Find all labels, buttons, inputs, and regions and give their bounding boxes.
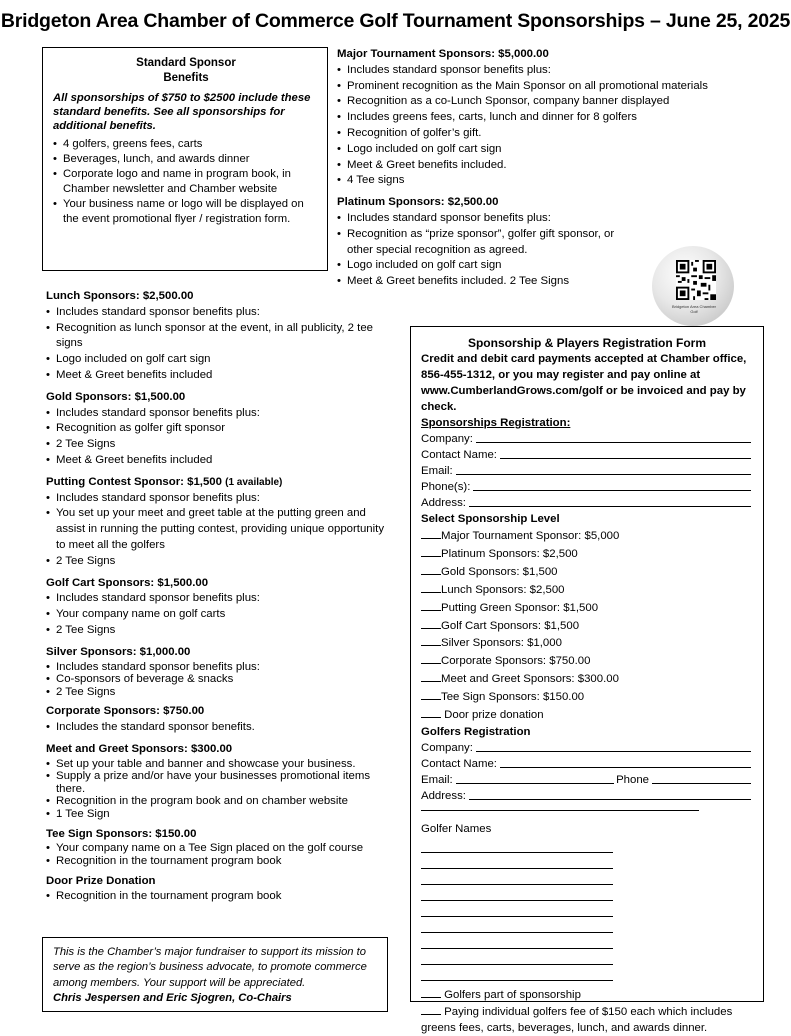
standard-benefits-list	[53, 137, 319, 227]
sponsorship-field-label: Address:	[421, 497, 466, 509]
golfer-name-line[interactable]	[421, 853, 613, 869]
major-item: • Meet & Greet benefits included.	[337, 158, 747, 174]
sponsor-section-heading	[46, 874, 396, 890]
sponsorship-level-label: Corporate Sponsors: $750.00	[441, 655, 591, 668]
paying-golfers-row	[421, 1003, 753, 1036]
standard-heading-line2: Benefits	[163, 72, 209, 84]
sponsor-levels-column	[46, 289, 396, 911]
sponsorship-level-checkline[interactable]	[421, 706, 441, 718]
golfer-contact-label: Contact Name:	[421, 757, 497, 770]
golfers-registration-heading: Golfers Registration	[421, 725, 531, 738]
sponsor-section-list	[46, 889, 396, 905]
sponsor-section	[46, 576, 396, 639]
sponsorship-level-option	[421, 599, 753, 617]
sponsorship-field-row	[421, 479, 753, 495]
platinum-item: • Meet & Greet benefits included. 2 Tee Signs	[337, 274, 637, 290]
sponsorship-level-checkline[interactable]	[421, 599, 441, 611]
golfer-name-line[interactable]	[421, 949, 613, 965]
golfer-names-label: Golfer Names	[421, 822, 492, 835]
sponsorship-level-label: Lunch Sponsors: $2,500	[441, 583, 565, 596]
golfer-address-row	[421, 788, 753, 804]
sponsorship-field-row	[421, 447, 753, 463]
platinum-item: • Includes standard sponsor benefits plus:	[337, 211, 637, 227]
sponsor-section-title: Tee Sign Sponsors: $150.00	[46, 827, 197, 840]
sponsorship-field-label: Email:	[421, 465, 453, 477]
sponsorship-field-label: Company:	[421, 433, 473, 445]
sponsor-benefit-item: • Recognition in the program book and on chamber website	[46, 795, 396, 808]
sponsor-benefit-item: • Includes standard sponsor benefits plus:	[46, 591, 396, 607]
sponsor-benefit-item: • Meet & Greet benefits included	[46, 368, 396, 384]
sponsorship-level-option	[421, 545, 753, 563]
sponsorship-level-option	[421, 617, 753, 635]
golfer-name-line[interactable]	[421, 933, 613, 949]
sponsorship-field-input[interactable]	[456, 463, 751, 475]
select-level-heading: Select Sponsorship Level	[421, 513, 560, 525]
sponsor-benefit-item: • 2 Tee Signs	[46, 554, 396, 570]
sponsorship-level-checkline[interactable]	[421, 670, 441, 682]
sponsor-section	[46, 390, 396, 469]
golfer-email-row	[421, 772, 753, 788]
sponsorship-field-row	[421, 431, 753, 447]
sponsor-benefit-item: • Co-sponsors of beverage & snacks	[46, 673, 396, 686]
sponsor-section	[46, 704, 396, 736]
platinum-heading: Platinum Sponsors: $2,500.00	[337, 196, 499, 209]
sponsorship-field-input[interactable]	[469, 495, 751, 507]
sponsor-section-list	[46, 305, 396, 384]
major-section	[337, 47, 747, 189]
sponsor-section-title: Putting Contest Sponsor: $1,500	[46, 475, 222, 488]
platinum-item: • Recognition as “prize sponsor”, golfer gift sponsor, or other special recognition as agreed.	[337, 227, 637, 259]
chairs-signature: Chris Jespersen and Eric Sjogren, Co-Chairs	[53, 992, 292, 1005]
golfer-name-line[interactable]	[421, 965, 613, 981]
sponsor-section-title: Meet and Greet Sponsors: $300.00	[46, 742, 233, 755]
sponsorship-registration-heading: Sponsorships Registration:	[421, 417, 571, 429]
registration-form	[410, 326, 764, 1034]
sponsorship-level-label: Gold Sponsors: $1,500	[441, 565, 558, 578]
sponsorship-level-option	[421, 581, 753, 599]
part-of-sponsorship-label: Golfers part of sponsorship	[441, 988, 581, 1001]
address-line-2[interactable]	[421, 804, 699, 811]
sponsor-section-list	[46, 491, 396, 570]
major-item: • 4 Tee signs	[337, 173, 747, 189]
sponsor-section	[46, 742, 396, 821]
golfer-address-label: Address:	[421, 789, 466, 802]
sponsorship-level-option	[421, 652, 753, 670]
sponsorship-level-checkline[interactable]	[421, 617, 441, 629]
sponsorship-field-input[interactable]	[476, 431, 751, 443]
sponsorship-field-row	[421, 495, 753, 511]
major-item: • Includes standard sponsor benefits plus:	[337, 63, 747, 79]
sponsorship-field-label: Contact Name:	[421, 449, 497, 461]
paying-golfers-count-field[interactable]	[421, 1003, 441, 1015]
sponsor-benefit-item: • Recognition in the tournament program book	[46, 855, 396, 868]
golfer-email-label: Email:	[421, 773, 453, 786]
golfer-company-row	[421, 740, 753, 756]
sponsor-section-heading	[46, 576, 396, 592]
qr-code-golf-ball[interactable]	[652, 246, 734, 326]
sponsor-benefit-item: • Recognition in the tournament program book	[46, 889, 396, 905]
sponsor-section-title: Silver Sponsors: $1,000.00	[46, 645, 191, 658]
sponsor-section-title: Golf Cart Sponsors: $1,500.00	[46, 576, 209, 589]
sponsor-benefit-item: • Set up your table and banner and showcase your business.	[46, 758, 396, 771]
golfer-names-lines	[421, 837, 753, 981]
sponsorship-level-label: Platinum Sponsors: $2,500	[441, 547, 578, 560]
sponsor-section	[46, 645, 396, 699]
benefit-item: • Corporate logo and name in program book, in Chamber newsletter and Chamber website	[53, 167, 319, 197]
golfer-email-field[interactable]	[456, 772, 614, 784]
golfer-phone-label: Phone	[616, 773, 649, 786]
sponsor-section	[46, 475, 396, 570]
sponsor-benefit-item: • Your company name on golf carts	[46, 607, 396, 623]
sponsor-section-heading	[46, 475, 396, 491]
sponsor-benefit-item: • Recognition as lunch sponsor at the event, in all publicity, 2 tee signs	[46, 321, 396, 353]
sponsor-section-heading	[46, 390, 396, 406]
sponsorship-level-checkline[interactable]	[421, 527, 441, 539]
golfer-company-field[interactable]	[476, 740, 751, 752]
sponsorship-level-label: Door prize donation	[441, 709, 544, 722]
sponsor-section-list	[46, 661, 396, 699]
platinum-item: • Logo included on golf cart sign	[337, 258, 637, 274]
sponsor-section	[46, 874, 396, 906]
sponsor-section-title: Corporate Sponsors: $750.00	[46, 705, 205, 718]
sponsorship-level-option	[421, 527, 753, 545]
sponsorship-field-label: Phone(s):	[421, 481, 471, 493]
benefit-item: • Beverages, lunch, and awards dinner	[53, 152, 319, 167]
sponsor-section-title: Door Prize Donation	[46, 874, 156, 887]
golfer-phone-field[interactable]	[652, 772, 751, 784]
sponsor-benefit-item: • Includes standard sponsor benefits plus:	[46, 406, 396, 422]
major-item: • Recognition as a co-Lunch Sponsor, company banner displayed	[337, 94, 747, 110]
sponsorship-level-label: Major Tournament Sponsor: $5,000	[441, 530, 620, 542]
form-title: Sponsorship & Players Registration Form	[467, 336, 707, 350]
platinum-list	[337, 211, 637, 290]
sponsorship-level-option	[421, 688, 753, 706]
sponsor-benefit-item: • Logo included on golf cart sign	[46, 352, 396, 368]
major-list	[337, 63, 747, 189]
sponsorship-field-input[interactable]	[473, 479, 751, 491]
chairs-message-box	[42, 937, 388, 1012]
golfer-address-field[interactable]	[469, 788, 751, 800]
golfer-name-line[interactable]	[421, 901, 613, 917]
major-item: • Logo included on golf cart sign	[337, 142, 747, 158]
sponsor-benefit-item: • Recognition as golfer gift sponsor	[46, 421, 396, 437]
payment-info: Credit and debit card payments accepted at Chamber office, 856-455-1312, or you may register and pay online at www.CumberlandGrows.com/golf or be invoiced and pay by check.	[421, 353, 747, 413]
sponsor-section-list	[46, 591, 396, 638]
sponsor-benefit-item: • Includes standard sponsor benefits plus:	[46, 491, 396, 507]
major-heading: Major Tournament Sponsors: $5,000.00	[337, 48, 549, 60]
sponsorship-field-row	[421, 463, 753, 479]
availability-note: (1 available)	[225, 476, 283, 488]
sponsor-section-heading	[46, 289, 396, 305]
sponsor-section-list	[46, 842, 396, 867]
part-of-sponsorship-count-field[interactable]	[421, 986, 441, 998]
golfer-company-label: Company:	[421, 741, 473, 754]
benefit-item: • 4 golfers, greens fees, carts	[53, 137, 319, 152]
sponsorship-level-checkline[interactable]	[421, 688, 441, 700]
part-of-sponsorship-row	[421, 986, 753, 1003]
sponsor-benefit-item: • You set up your meet and greet table at the putting green and assist in running the putting contest, providing unique opportunity to meet all the golfers	[46, 506, 396, 553]
sponsor-benefit-item: • Meet & Greet benefits included	[46, 453, 396, 469]
major-item: • Recognition of golfer’s gift.	[337, 126, 747, 142]
golfer-name-line[interactable]	[421, 885, 613, 901]
sponsor-benefit-item: • Includes standard sponsor benefits plus:	[46, 305, 396, 321]
sponsor-benefit-item: • Includes standard sponsor benefits plus:	[46, 661, 396, 674]
sponsor-section	[46, 827, 396, 868]
sponsorship-level-checkline[interactable]	[421, 563, 441, 575]
sponsor-benefit-item: • Your company name on a Tee Sign placed on the golf course	[46, 842, 396, 855]
sponsorship-level-label: Putting Green Sponsor: $1,500	[441, 601, 599, 614]
sponsor-section	[46, 289, 396, 384]
sponsorship-level-label: Silver Sponsors: $1,000	[441, 637, 562, 650]
sponsorship-level-checkline[interactable]	[421, 652, 441, 664]
major-item: • Includes greens fees, carts, lunch and dinner for 8 golfers	[337, 110, 747, 126]
sponsor-benefit-item: • 2 Tee Signs	[46, 437, 396, 453]
qr-code-icon	[676, 260, 716, 300]
page-title: Bridgeton Area Chamber of Commerce Golf Tournament Sponsorships – June 25, 2025	[0, 10, 791, 32]
paying-golfers-label: Paying individual golfers fee of $150 each which includes greens fees, carts, beverages, lunch, and awards dinner.	[421, 1005, 733, 1034]
sponsorship-level-option	[421, 670, 753, 688]
sponsor-section-heading	[46, 742, 396, 758]
sponsorship-level-option	[421, 706, 753, 724]
standard-heading-line1: Standard Sponsor	[136, 57, 236, 69]
sponsorship-level-options	[421, 527, 753, 724]
sponsor-benefit-item: • 2 Tee Signs	[46, 686, 396, 699]
standard-intro: All sponsorships of $750 to $2500 include these standard benefits. See all sponsorships for additional benefits.	[53, 92, 311, 132]
sponsor-section-title: Lunch Sponsors: $2,500.00	[46, 290, 194, 302]
sponsor-section-list	[46, 406, 396, 469]
sponsorship-fields	[421, 431, 753, 511]
golfer-name-line[interactable]	[421, 837, 613, 853]
sponsor-section-list	[46, 758, 396, 821]
sponsor-benefit-item: • Includes the standard sponsor benefits.	[46, 720, 396, 736]
sponsorship-field-input[interactable]	[500, 447, 751, 459]
sponsor-section-title: Gold Sponsors: $1,500.00	[46, 390, 186, 403]
sponsor-benefit-item: • 2 Tee Signs	[46, 623, 396, 639]
chairs-message: This is the Chamber’s major fundraiser to support its mission to serve as the region’s business advocate, to promote commerce among members. Your support will be appreciated.	[53, 946, 367, 989]
sponsorship-level-checkline[interactable]	[421, 581, 441, 593]
sponsor-benefit-item: • 1 Tee Sign	[46, 808, 396, 821]
sponsorship-level-checkline[interactable]	[421, 634, 441, 646]
sponsor-section-list	[46, 720, 396, 736]
major-item: • Prominent recognition as the Main Sponsor on all promotional materials	[337, 79, 747, 95]
sponsorship-level-option	[421, 563, 753, 581]
golfer-name-line[interactable]	[421, 869, 613, 885]
platinum-section	[337, 195, 637, 290]
sponsor-section-heading	[46, 827, 396, 843]
sponsorship-level-label: Tee Sign Sponsors: $150.00	[441, 691, 585, 704]
golfer-contact-row	[421, 756, 753, 772]
golfer-name-line[interactable]	[421, 917, 613, 933]
qr-caption: Bridgeton Area Chamber Golf	[671, 304, 717, 314]
sponsorship-level-label: Meet and Greet Sponsors: $300.00	[441, 673, 619, 686]
sponsor-section-heading	[46, 645, 396, 661]
sponsorship-level-label: Golf Cart Sponsors: $1,500	[441, 619, 580, 632]
sponsorship-level-checkline[interactable]	[421, 545, 441, 557]
sponsor-benefit-item: • Supply a prize and/or have your businesses promotional items there.	[46, 770, 396, 795]
sponsorship-level-option	[421, 634, 753, 652]
sponsor-section-heading	[46, 704, 396, 720]
standard-benefits-box	[42, 47, 328, 271]
benefit-item: • Your business name or logo will be displayed on the event promotional flyer / registration form.	[53, 197, 319, 227]
golfer-contact-field[interactable]	[500, 756, 751, 768]
